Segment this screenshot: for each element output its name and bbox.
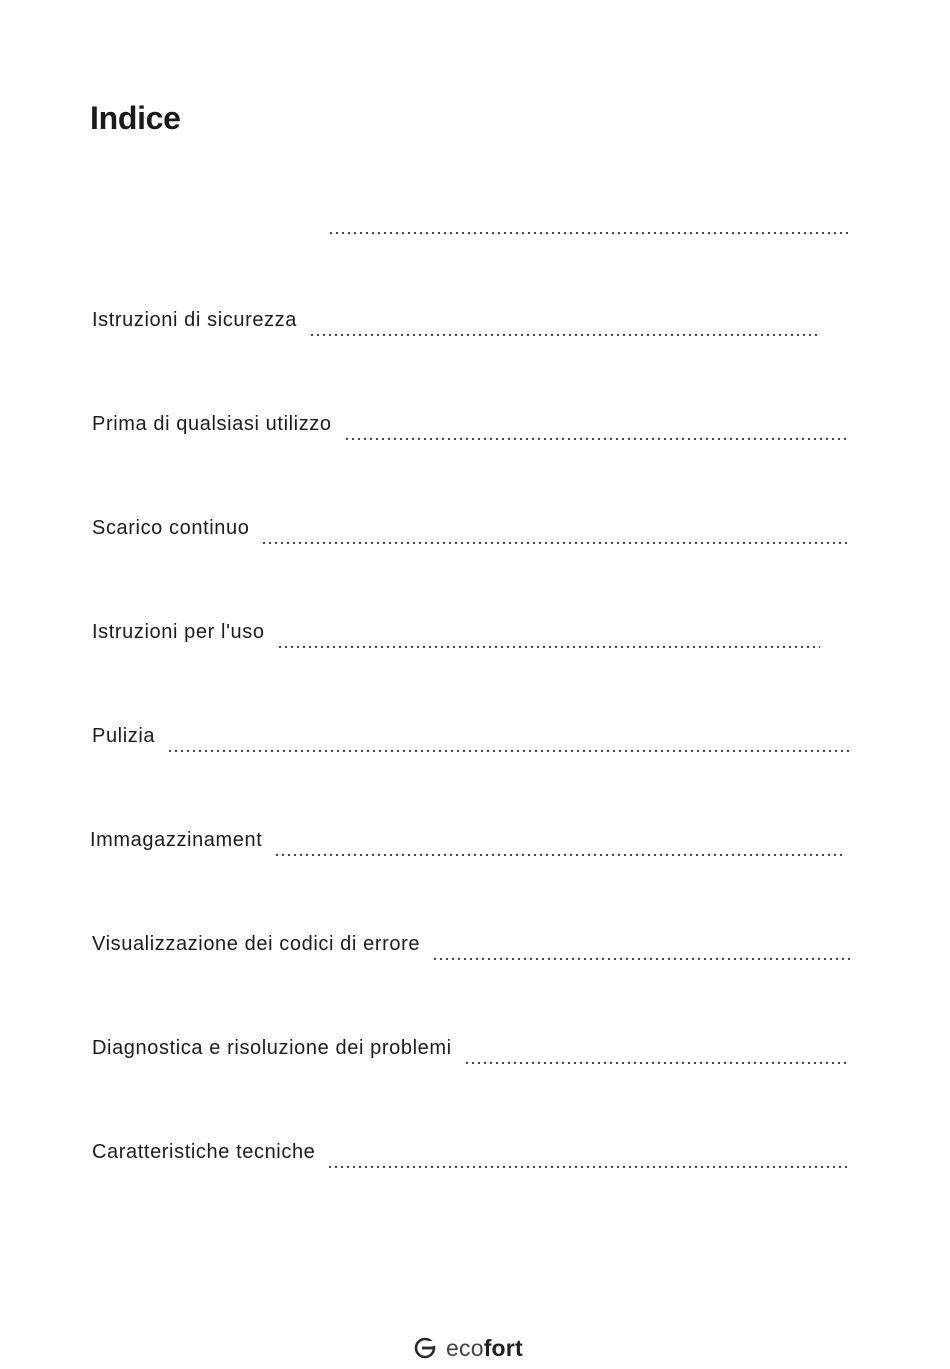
toc-entry-istruzioni-per-luso[interactable] bbox=[92, 614, 820, 644]
toc-entry-prima-di-qualsiasi-utilizzo[interactable] bbox=[92, 406, 850, 436]
toc-entry bbox=[92, 200, 850, 230]
toc-entry-label: Visualizzazione dei codici di errore bbox=[92, 933, 421, 955]
ecofort-logo-icon bbox=[414, 1337, 436, 1359]
toc-entry-diagnostica-risoluzione-problemi[interactable] bbox=[92, 1030, 850, 1060]
toc-entry-immagazzinament[interactable] bbox=[90, 822, 846, 852]
toc-entry-label: Caratteristiche tecniche bbox=[92, 1141, 316, 1163]
toc-entry-label: Immagazzinament bbox=[90, 829, 263, 851]
toc-entry-label: Prima di qualsiasi utilizzo bbox=[92, 413, 332, 435]
toc-entry-label: Istruzioni di sicurezza bbox=[92, 309, 297, 331]
brand-name bbox=[446, 1335, 523, 1361]
footer-brand-logo bbox=[414, 1335, 523, 1361]
toc-entry-label: Pulizia bbox=[92, 725, 156, 747]
toc-entry-label: Scarico continuo bbox=[92, 517, 250, 539]
toc-dot-leader bbox=[327, 1166, 850, 1168]
toc-entry-pulizia[interactable] bbox=[92, 718, 850, 748]
page-title: Indice bbox=[90, 100, 181, 136]
toc-entry-scarico-continuo[interactable] bbox=[92, 510, 850, 540]
toc-dot-leader bbox=[261, 542, 850, 544]
toc-dot-leader bbox=[432, 958, 850, 960]
toc-dot-leader bbox=[464, 1062, 850, 1064]
toc-dot-leader bbox=[344, 438, 850, 440]
toc-entry-caratteristiche-tecniche[interactable] bbox=[92, 1134, 850, 1164]
toc-dot-leader bbox=[328, 232, 850, 234]
toc-entry-label: Istruzioni per l'uso bbox=[92, 621, 265, 643]
toc-dot-leader bbox=[309, 334, 820, 336]
toc-entry-label: Diagnostica e risoluzione dei problemi bbox=[92, 1037, 452, 1059]
brand-name-prefix: eco bbox=[446, 1335, 484, 1361]
toc-entry-istruzioni-di-sicurezza[interactable] bbox=[92, 302, 820, 332]
toc-dot-leader bbox=[277, 646, 820, 648]
toc-dot-leader bbox=[274, 854, 846, 856]
brand-name-suffix: fort bbox=[483, 1335, 523, 1361]
toc-dot-leader bbox=[167, 750, 850, 752]
toc-entry-visualizzazione-codici-errore[interactable] bbox=[92, 926, 850, 956]
